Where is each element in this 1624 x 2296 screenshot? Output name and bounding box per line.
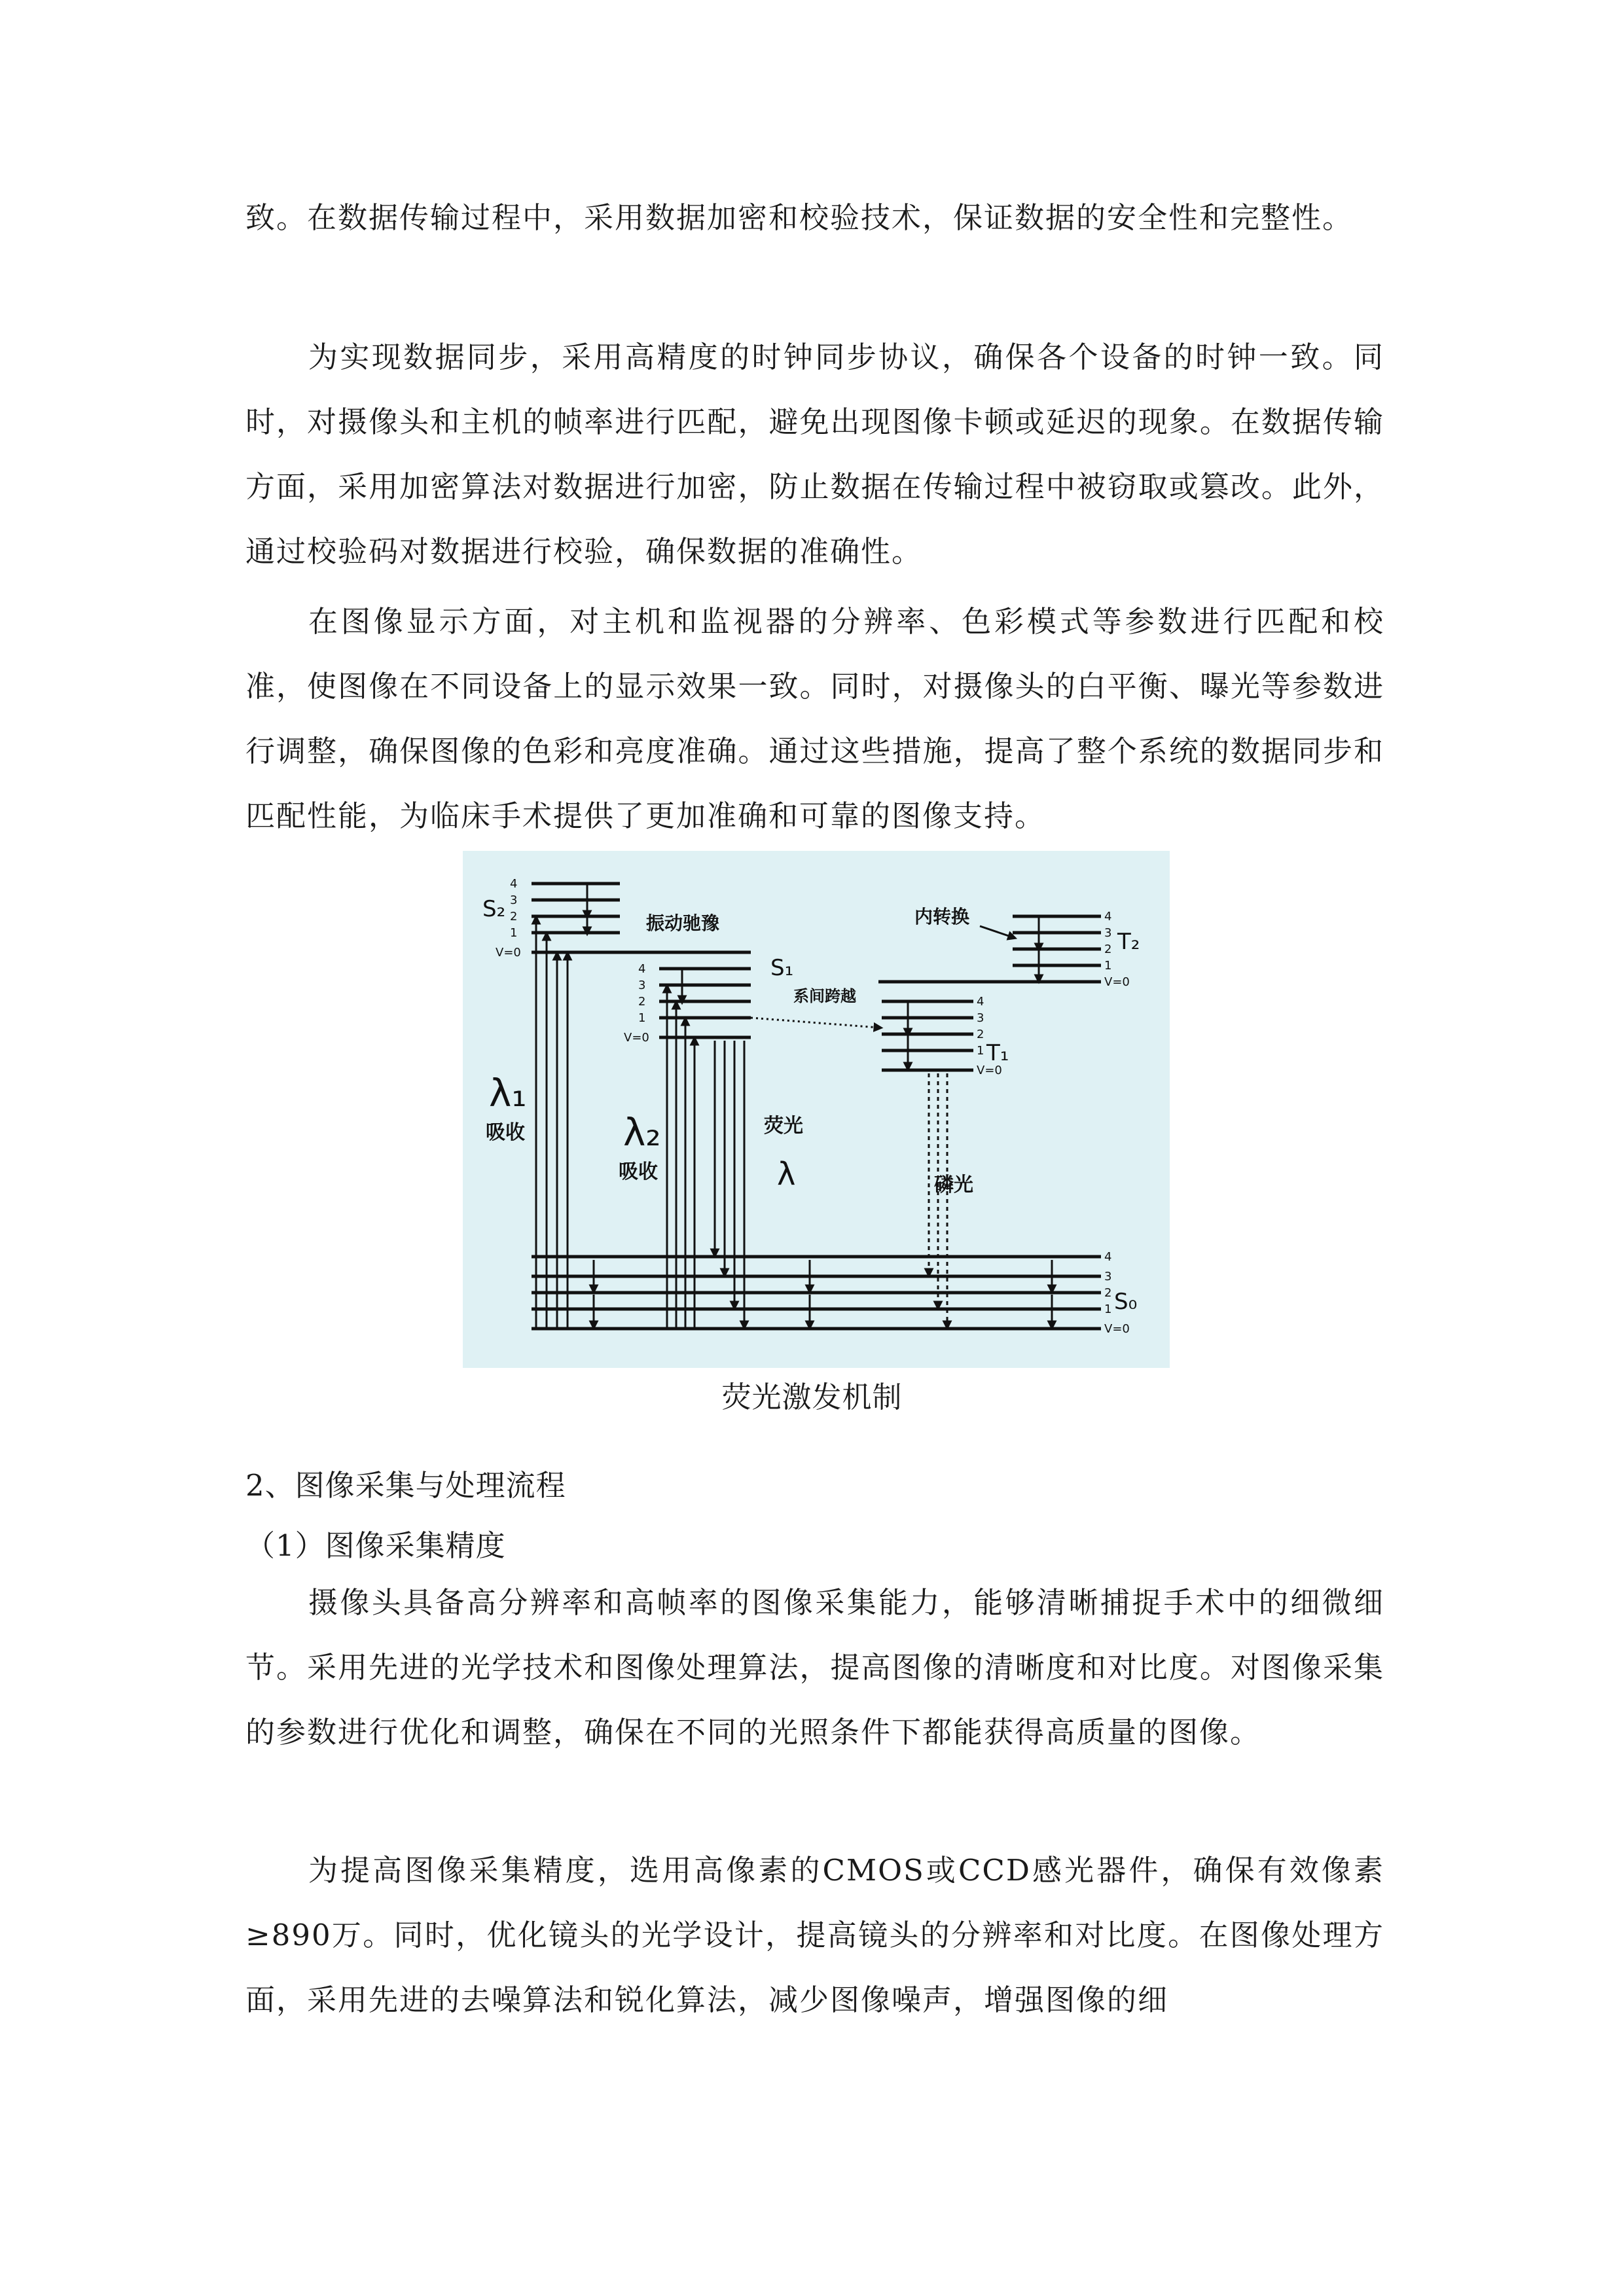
lambda2-symbol: λ₂: [623, 1110, 661, 1155]
absorption-lambda1-arrows: [536, 920, 568, 1329]
vibrational-relaxation-label: 振动驰豫: [646, 912, 720, 934]
svg-text:2: 2: [1104, 1286, 1112, 1300]
svg-text:1: 1: [638, 1011, 646, 1025]
t1-label: T₁: [986, 1040, 1009, 1066]
svg-text:2: 2: [638, 995, 646, 1009]
s0-label: S₀: [1114, 1289, 1138, 1315]
svg-text:1: 1: [977, 1044, 984, 1058]
lambda1-symbol: λ₁: [489, 1071, 527, 1115]
svg-text:1: 1: [1104, 959, 1112, 973]
svg-text:4: 4: [510, 877, 518, 891]
fluorescence-diagram: [463, 851, 1170, 1368]
t2-label: T₂: [1117, 929, 1140, 955]
svg-text:V=0: V=0: [977, 1064, 1002, 1077]
svg-text:2: 2: [977, 1028, 984, 1041]
svg-text:3: 3: [1104, 1270, 1112, 1283]
svg-text:4: 4: [1104, 1250, 1112, 1264]
svg-text:2: 2: [510, 910, 518, 924]
t2-levels: [878, 916, 1101, 982]
paragraph-precision: 为提高图像采集精度，选用高像素的CMOS或CCD感光器件，确保有效像素≥890万。同时，优化镜头的光学设计，提高镜头的分辨率和对比度。在图像处理方面，采用先进的去噪算法和锐化算法，减少图像噪声，增强图像的细: [245, 1853, 1384, 2017]
phosphorescence-arrows: [929, 1073, 947, 1325]
subsection-heading: （1）图像采集精度: [245, 1528, 506, 1563]
svg-text:1: 1: [1104, 1302, 1112, 1316]
svg-text:3: 3: [977, 1011, 984, 1025]
svg-text:V=0: V=0: [496, 946, 521, 960]
absorb2-label: 吸收: [619, 1160, 658, 1183]
t1-vib-numbers: [977, 995, 1002, 1077]
t1-levels: [882, 1001, 973, 1070]
intersystem-crossing-arrow: [751, 1018, 878, 1028]
internal-conversion-label: 内转换: [914, 906, 970, 927]
jablonski-diagram-svg: [463, 851, 1170, 1368]
svg-text:4: 4: [638, 962, 646, 976]
lambda-symbol: λ: [777, 1156, 796, 1193]
paragraph-image-display: 在图像显示方面，对主机和监视器的分辨率、色彩模式等参数进行匹配和校准，使图像在不同设备上的显示效果一致。同时，对摄像头的白平衡、曝光等参数进行调整，确保图像的色彩和亮度准确。通过这些措施，提高了整个系统的数据同步和匹配性能，为临床手术提供了更加准确和可靠的图像支持。: [245, 604, 1384, 833]
svg-text:3: 3: [638, 978, 646, 992]
s0-levels: [532, 1257, 1101, 1329]
svg-text:2: 2: [1104, 942, 1112, 956]
paragraph-data-sync: 为实现数据同步，采用高精度的时钟同步协议，确保各个设备的时钟一致。同时，对摄像头和主机的帧率进行匹配，避免出现图像卡顿或延迟的现象。在数据传输方面，采用加密算法对数据进行加密，防止数据在传输过程中被窃取或篡改。此外，通过校验码对数据进行校验，确保数据的准确性。: [245, 340, 1384, 569]
paragraph-acquisition: 摄像头具备高分辨率和高帧率的图像采集能力，能够清晰捕捉手术中的细微细节。采用先进的光学技术和图像处理算法，提高图像的清晰度和对比度。对图像采集的参数进行优化和调整，确保在不同的光照条件下都能获得高质量的图像。: [245, 1585, 1384, 1749]
svg-text:V=0: V=0: [624, 1031, 649, 1045]
intersystem-crossing-label: 系间跨越: [793, 987, 856, 1005]
svg-text:3: 3: [510, 893, 518, 907]
fluorescence-arrows: [715, 1041, 744, 1325]
internal-conversion-pointer: [980, 926, 1013, 937]
paragraph-continuation: 致。在数据传输过程中，采用数据加密和校验技术，保证数据的安全性和完整性。: [245, 200, 1354, 235]
s1-label: S₁: [770, 955, 794, 981]
figure-caption: 荧光激发机制: [721, 1380, 903, 1414]
svg-text:4: 4: [1104, 910, 1112, 924]
s1-levels: [659, 969, 751, 1037]
section-heading: 2、图像采集与处理流程: [245, 1468, 566, 1503]
svg-text:V=0: V=0: [1104, 1322, 1130, 1336]
absorb1-label: 吸收: [486, 1121, 525, 1144]
svg-text:1: 1: [510, 926, 518, 940]
s2-label: S₂: [482, 896, 506, 922]
svg-text:3: 3: [1104, 926, 1112, 940]
phosphorescence-label: 磷光: [934, 1174, 973, 1196]
svg-text:4: 4: [977, 995, 984, 1009]
svg-text:V=0: V=0: [1104, 975, 1130, 989]
s1-vib-numbers: [624, 962, 649, 1045]
fluorescence-label: 荧光: [764, 1115, 803, 1138]
